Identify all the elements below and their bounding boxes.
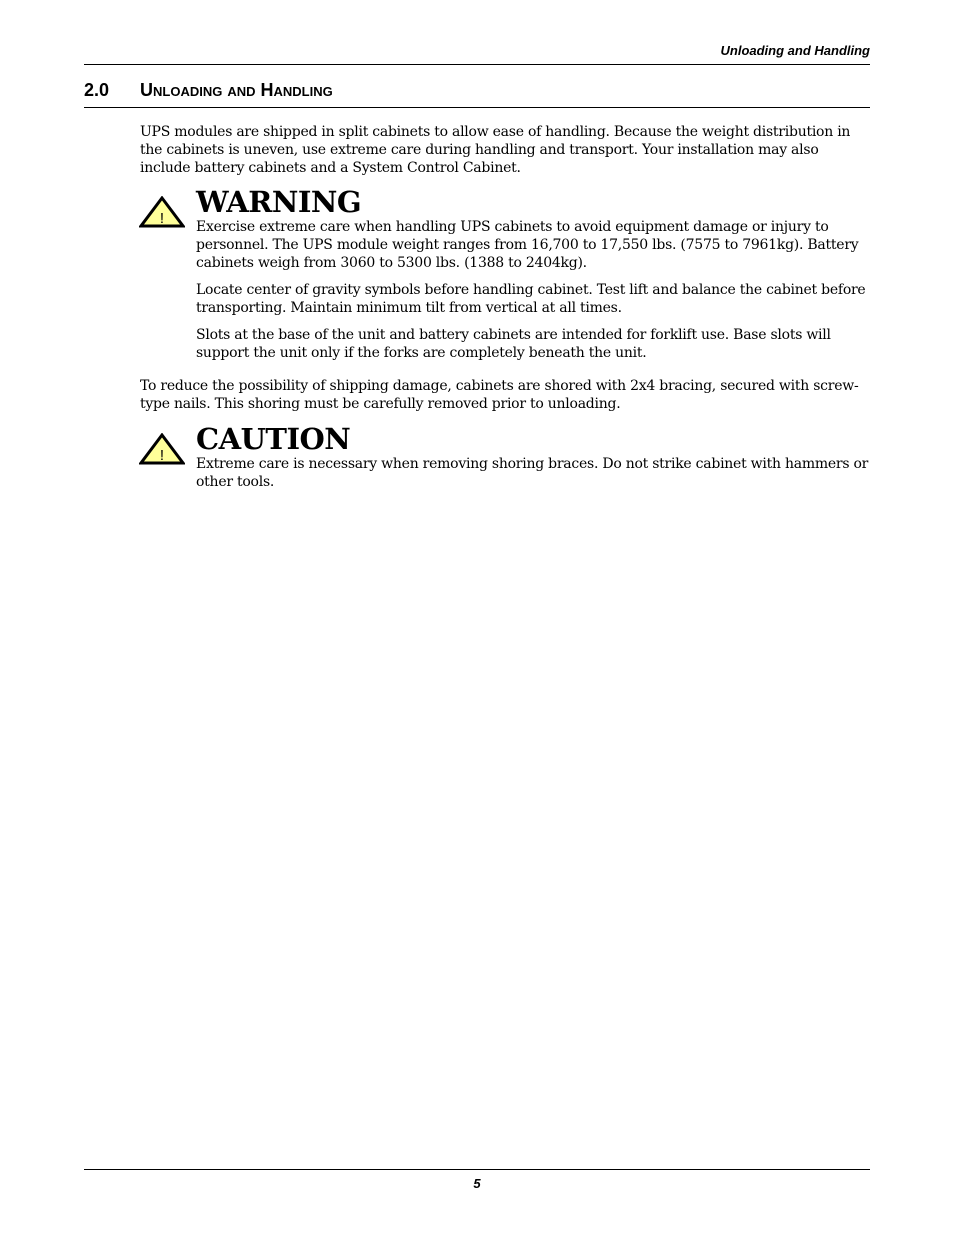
section-heading xyxy=(84,79,870,101)
warning-icon-mark: ! xyxy=(159,210,165,227)
intro-paragraph: UPS modules are shipped in split cabinets to allow ease of handling. Because the weight distribution in the cabinets is uneven, use extreme care during handling and transport. Your installation may also include battery cabinets and a System Control Cabinet. xyxy=(140,124,851,176)
running-header: Unloading and Handling xyxy=(720,43,870,58)
heading-rule xyxy=(84,107,870,108)
caution-paragraph-1: Extreme care is necessary when removing shoring braces. Do not strike cabinet with hammers or other tools. xyxy=(196,456,869,490)
header-rule xyxy=(84,64,870,65)
warning-triangle-icon xyxy=(139,196,185,228)
caution-icon-mark: ! xyxy=(159,447,165,464)
warning-paragraph-3: Slots at the base of the unit and battery cabinets are intended for forklift use. Base slots will support the unit only if the forks are completely beneath the unit. xyxy=(196,327,831,361)
page-number: 5 xyxy=(473,1176,481,1191)
caution-title: CAUTION xyxy=(196,422,351,456)
footer-rule xyxy=(84,1169,870,1170)
shoring-paragraph: To reduce the possibility of shipping damage, cabinets are shored with 2x4 bracing, secured with screw-type nails. This shoring must be carefully removed prior to unloading. xyxy=(140,378,859,412)
section-title: Unloading and Handling xyxy=(140,80,333,100)
section-number: 2.0 xyxy=(84,80,110,100)
warning-paragraph-1: Exercise extreme care when handling UPS cabinets to avoid equipment damage or injury to personnel. The UPS module weight ranges from 16,700 to 17,550 lbs. (7575 to 7961kg). Battery cabinets weigh from 3060 to 5300 lbs. (1388 to 2404kg). xyxy=(196,219,859,271)
warning-title: WARNING xyxy=(196,185,362,219)
caution-triangle-icon xyxy=(139,433,185,465)
warning-paragraph-2: Locate center of gravity symbols before handling cabinet. Test lift and balance the cabinet before transporting. Maintain minimum tilt from vertical at all times. xyxy=(196,282,866,316)
